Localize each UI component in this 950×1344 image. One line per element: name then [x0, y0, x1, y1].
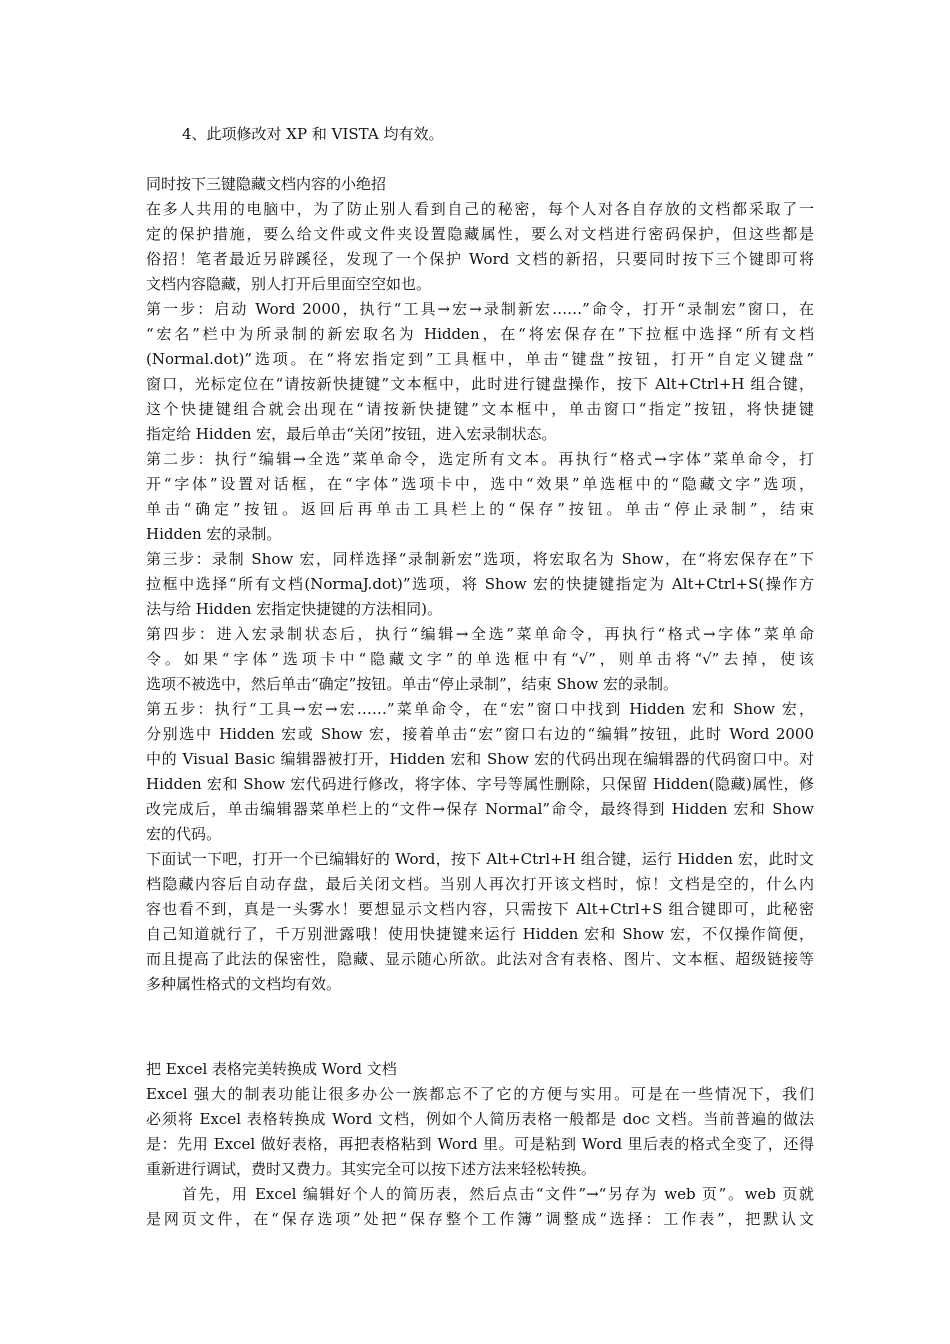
paragraph-step-4	[146, 622, 814, 697]
text-line: 在多人共用的电脑中，为了防止别人看到自己的秘密，每个人对各自存放的文档都采取了一	[146, 200, 814, 218]
text-line: 这个快捷键组合就会出现在“请按新快捷键”文本框中，单击窗口“指定”按钮，将快捷键	[146, 400, 814, 418]
paragraph-test	[146, 847, 814, 997]
spacer	[146, 997, 814, 1057]
text-line: Hidden 宏的录制。	[146, 525, 282, 543]
text-line: “宏名”栏中为所录制的新宏取名为 Hidden，在“将宏保存在”下拉框中选择“所有文档	[146, 325, 814, 343]
intro-line: 4、此项修改对 XP 和 VISTA 均有效。	[182, 125, 444, 143]
text-line: 重新进行调试，费时又费力。其实完全可以按下述方法来轻松转换。	[146, 1160, 597, 1178]
text-line: 是：先用 Excel 做好表格，再把表格粘到 Word 里。可是粘到 Word 里后表的格式全变了，还得	[146, 1135, 814, 1153]
text-line: 必须将 Excel 表格转换成 Word 文档，例如个人简历表格一般都是 doc 文档。当前普遍的做法	[146, 1110, 814, 1128]
text-line: 宏的代码。	[146, 825, 222, 843]
document-page	[146, 122, 814, 1232]
paragraph-excel-steps	[146, 1182, 814, 1232]
spacer	[146, 147, 814, 172]
paragraph-step-3	[146, 547, 814, 622]
text-line: Hidden 宏和 Show 宏代码进行修改，将字体、字号等属性删除，只保留 Hidden(隐藏)属性，修	[146, 775, 814, 793]
text-line: 选项不被选中，然后单击“确定”按钮。单击“停止录制”，结束 Show 宏的录制。	[146, 675, 679, 693]
text-line: 窗口，光标定位在“请按新快捷键”文本框中，此时进行键盘操作，按下 Alt+Ctrl+H 组合键，	[146, 375, 814, 393]
text-line: 而且提高了此法的保密性，隐藏、显示随心所欲。此法对含有表格、图片、文本框、超级链接等	[146, 950, 814, 968]
text-line: (Normal.dot)”选项。在“将宏指定到”工具框中，单击“键盘”按钮，打开“自定义键盘”	[146, 350, 814, 368]
text-line: 拉框中选择“所有文档(NormaJ.dot)”选项，将 Show 宏的快捷键指定为 Alt+Ctrl+S(操作方	[146, 575, 814, 593]
text-line: 指定给 Hidden 宏，最后单击“关闭”按钮，进入宏录制状态。	[146, 425, 557, 443]
paragraph-step-5	[146, 697, 814, 847]
text-line: 令。如果“字体”选项卡中“隐藏文字”的单选框中有“√”，则单击将“√”去掉，使该	[146, 650, 814, 668]
paragraph-excel-intro	[146, 1082, 814, 1182]
text-line: 第三步：录制 Show 宏，同样选择“录制新宏”选项，将宏取名为 Show，在“将宏保存在”下	[146, 550, 814, 568]
section-title-hide-content: 同时按下三键隐藏文档内容的小绝招	[146, 175, 387, 193]
text-line: Excel 强大的制表功能让很多办公一族都忘不了它的方便与实用。可是在一些情况下，我们	[146, 1085, 814, 1103]
text-line: 中的 Visual Basic 编辑器被打开，Hidden 宏和 Show 宏的代码出现在编辑器的代码窗口中。对	[146, 750, 814, 768]
text-line: 首先，用 Excel 编辑好个人的简历表，然后点击“文件”→“另存为 web 页”。web 页就	[182, 1185, 814, 1203]
text-line: 下面试一下吧，打开一个已编辑好的 Word，按下 Alt+Ctrl+H 组合键，运行 Hidden 宏，此时文	[146, 850, 814, 868]
text-line: 开“字体”设置对话框，在“字体”选项卡中，选中“效果”单选框中的“隐藏文字”选项，	[146, 475, 814, 493]
text-line: 多种属性格式的文档均有效。	[146, 975, 342, 993]
text-line: 文档内容隐藏，别人打开后里面空空如也。	[146, 275, 432, 293]
text-line: 单击“确定”按钮。返回后再单击工具栏上的“保存”按钮。单击“停止录制”，结束	[146, 500, 814, 518]
text-line: 容也看不到，真是一头雾水！要想显示文档内容，只需按下 Alt+Ctrl+S 组合键即可，此秘密	[146, 900, 814, 918]
text-line: 分别选中 Hidden 宏或 Show 宏，接着单击“宏”窗口右边的“编辑”按钮，此时 Word 2000	[146, 725, 814, 743]
text-line: 第四步：进入宏录制状态后，执行“编辑→全选”菜单命令，再执行“格式→字体”菜单命	[146, 625, 814, 643]
text-line: 第一步：启动 Word 2000，执行“工具→宏→录制新宏……”命令，打开“录制宏”窗口，在	[146, 300, 814, 318]
text-line: 档隐藏内容后自动存盘，最后关闭文档。当别人再次打开该文档时，惊！文档是空的，什么内	[146, 875, 814, 893]
text-line: 改完成后，单击编辑器菜单栏上的“文件→保存 Normal”命令，最终得到 Hidden 宏和 Show	[146, 800, 814, 818]
paragraph-intro	[146, 197, 814, 297]
paragraph-step-1	[146, 297, 814, 447]
text-line: 自己知道就行了，千万别泄露哦！使用快捷键来运行 Hidden 宏和 Show 宏，不仅操作简便，	[146, 925, 814, 943]
section-title-excel-to-word: 把 Excel 表格完美转换成 Word 文档	[146, 1060, 397, 1078]
text-line: 法与给 Hidden 宏指定快捷键的方法相同)。	[146, 600, 443, 618]
text-line: 第五步：执行“工具→宏→宏……”菜单命令，在“宏”窗口中找到 Hidden 宏和 Show 宏，	[146, 700, 814, 718]
text-line: 定的保护措施，要么给文件或文件夹设置隐藏属性，要么对文档进行密码保护，但这些都是	[146, 225, 814, 243]
paragraph-step-2	[146, 447, 814, 547]
text-line: 是网页文件，在“保存选项”处把“保存整个工作簿”调整成“选择：工作表”，把默认文	[146, 1210, 814, 1228]
text-line: 俗招！笔者最近另辟蹊径，发现了一个保护 Word 文档的新招，只要同时按下三个键即可将	[146, 250, 814, 268]
text-line: 第二步：执行“编辑→全选”菜单命令，选定所有文本。再执行“格式→字体”菜单命令，打	[146, 450, 814, 468]
